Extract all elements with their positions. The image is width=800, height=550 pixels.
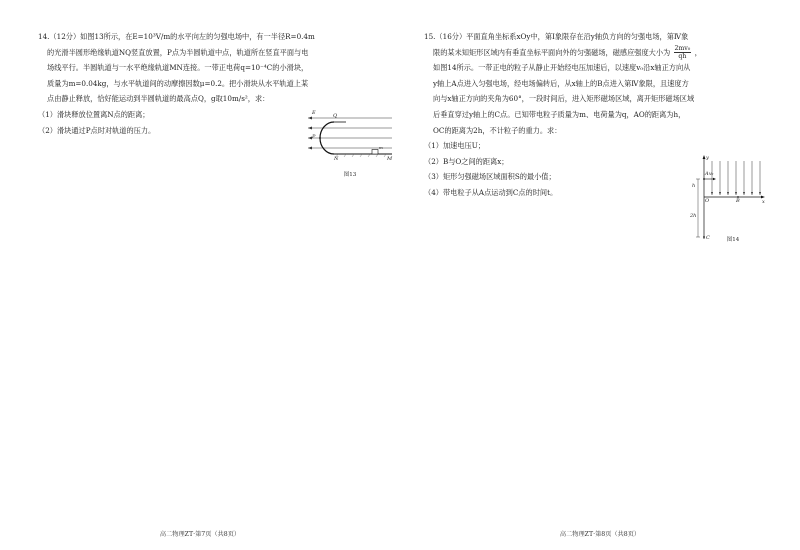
figure-14 <box>690 155 768 243</box>
question-15-1: （1）加速电压U； <box>424 141 485 151</box>
label-O: O <box>705 198 710 204</box>
label-C: C <box>706 235 710 241</box>
label-M: M <box>387 156 393 162</box>
page-8-footer: 高二物理ZT·第8页（共8页） <box>559 531 641 538</box>
problem-15-line: y轴上A点进入匀强电场，经电场偏转后，从x轴上的B点进入第Ⅳ象限，且速度方 <box>433 78 689 88</box>
problem-14-line: 场线平行。半圆轨道与一水平绝缘轨道MN连接。一带正电荷q=10⁻⁴C的小滑块， <box>47 63 309 73</box>
figure-13 <box>304 110 396 178</box>
right-page <box>400 0 800 550</box>
question-15-4: （4）带电粒子从A点运动到C点的时间t。 <box>424 187 558 197</box>
problem-15-line-text: 限的某未知矩形区域内有垂直坐标平面向外的匀强磁场，磁感应强度大小为 <box>433 47 671 57</box>
problem-15-line: 如图14所示。一带正电的粒子从静止开始经电压加速后，以速度v₀沿x轴正方向从 <box>433 63 691 73</box>
label-P: P <box>312 134 316 140</box>
label-B: B <box>736 198 740 204</box>
figure-14-caption: 图14 <box>726 237 740 243</box>
label-h: h <box>692 183 696 189</box>
fraction-numerator: 2mv₀ <box>674 45 691 53</box>
label-y: y <box>706 155 709 161</box>
label-m: m <box>379 145 383 150</box>
question-15-3: （3）矩形匀强磁场区域面积S的最小值； <box>424 172 556 182</box>
label-Q: Q <box>333 113 338 119</box>
question-14-1: （1）滑块释放位置离N点的距离； <box>38 109 150 119</box>
problem-15-line: 向与x轴正方向的夹角为60°，一段时间后，进入矩形磁场区域，离开矩形磁场区域 <box>433 94 695 104</box>
problem-15-line: 后垂直穿过y轴上的C点。已知带电粒子质量为m、电荷量为q，AO的距离为h， <box>433 109 686 119</box>
figure-13-caption: 图13 <box>343 172 357 178</box>
label-A: A <box>705 171 709 177</box>
problem-15-line <box>424 45 764 61</box>
problem-15-line: 15.（16分）平面直角坐标系xOy中，第Ⅰ象限存在沿y轴负方向的匀强电场，第Ⅳ象 <box>424 32 689 41</box>
label-2h: 2h <box>690 213 697 219</box>
question-14-2: （2）滑块通过P点时对轨道的压力。 <box>38 125 156 135</box>
problem-15-line-text: ， <box>694 47 702 57</box>
fraction-denominator: qh <box>678 53 687 61</box>
problem-14-line: 点由静止释放，恰好能运动到半圆轨道的最高点Q，g取10m/s²，求： <box>47 94 270 104</box>
question-15-2: （2）B与O之间的距离x； <box>424 156 509 166</box>
problem-15-line: OC的距离为2h，不计粒子的重力。求： <box>433 125 562 135</box>
label-N: N <box>334 156 339 162</box>
problem-14-line: 质量为m=0.04kg，与水平轨道间的动摩擦因数μ=0.2。把小滑块从水平轨道上某 <box>47 78 309 88</box>
label-v0: v₀ <box>709 172 714 177</box>
page-7-footer: 高二物理ZT·第7页（共8页） <box>159 531 241 538</box>
figure-14-diagram <box>690 155 768 243</box>
problem-14-line: 的光滑半圆形绝缘轨道NQ竖直放置，P点为半圆轨道中点，轨道所在竖直平面与电 <box>47 47 309 57</box>
figure-13-diagram <box>304 110 396 166</box>
problem-14-line: 14.（12分）如图13所示，在E=10³V/m的水平向左的匀强电场中，有一半径R=0.4m <box>38 32 315 41</box>
magnetic-field-fraction <box>674 45 692 60</box>
label-x: x <box>762 199 765 205</box>
label-E: E <box>312 110 316 116</box>
